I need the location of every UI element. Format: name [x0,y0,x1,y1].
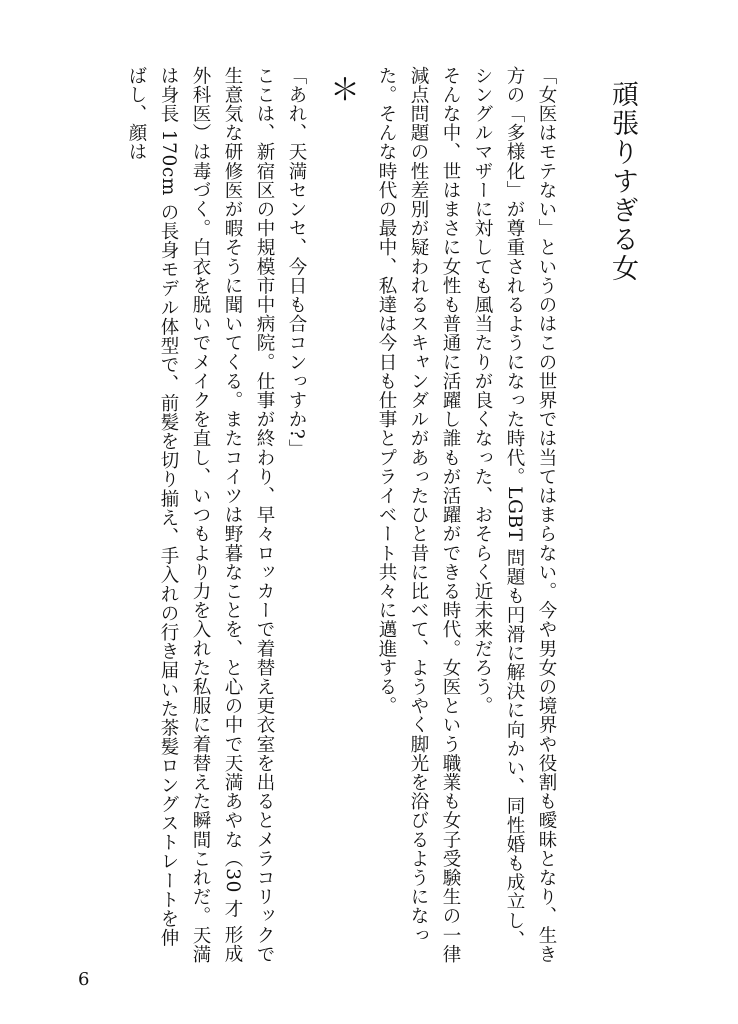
paragraph-2: そんな中、世はまさに女性も普通に活躍し誰もが活躍ができる時代。女医という職業も女子受験生の一律減点問題の性差別が疑われるスキャンダルがあったひと昔に比べて、ようやく脚光を浴びるようになった。そんな時代の最中、私達は今日も仕事とプライベート共々に邁進する。 [376,66,461,964]
dialogue-line: 「あれ、天満センセ、今日も合コンっすか?」 [286,66,307,459]
page-number: 6 [78,969,90,990]
chapter-title: 頑張りすぎる女 [607,80,638,283]
section-separator [312,66,370,966]
body-text [120,66,562,966]
separator-asterisk: ＊ [324,74,359,105]
paragraph-3: ここは、新宿区の中規模市中病院。仕事が終わり、早々ロッカーで着替え更衣室を出るとメラコリックで生意気な研修医が暇そうに聞いてくる。またコイツは野暮なことを、と心の中で天満あやな（30 才 形成外科医）は毒づく。白衣を脱いでメイクを直し、いつもより力を入れた私服に着替えた瞬間これだ。天満は身長 170cm の長身モデル体型で、前髪を切り揃え、手入れの行き届いた茶髪ロングストレートを伸ばし、顔は [126,66,275,964]
paragraph-1: 「女医はモテない」というのはこの世界では当てはまらない。今や男女の境界や役割も曖昧となり、生き方の「多様化」が尊重されるようになった時代。LGBT 問題も円滑に解決に向かい、同性婚も成立し、シングルマザーに対しても風当たりが良くなった、おそらく近未来だろう。 [472,66,557,964]
